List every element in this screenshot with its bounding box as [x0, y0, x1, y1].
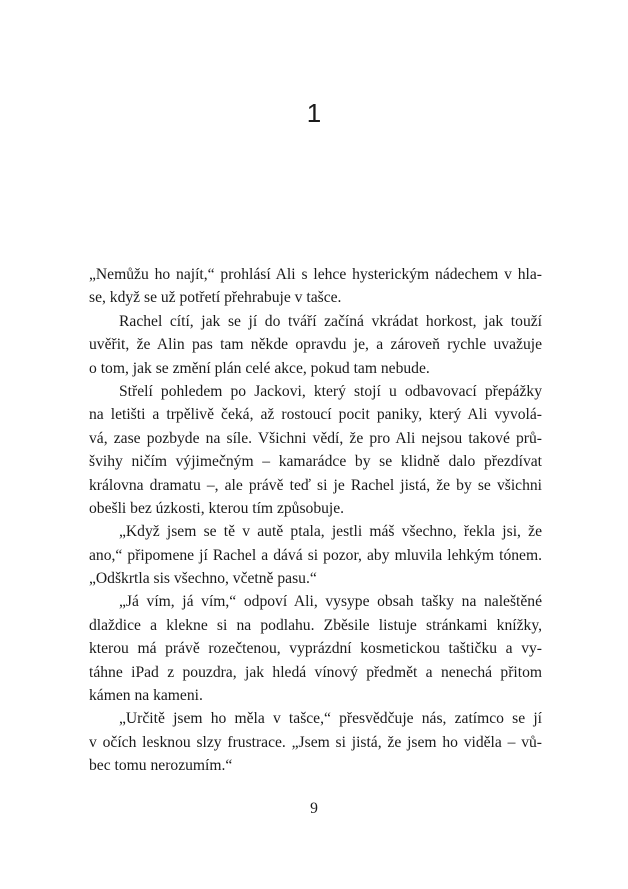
text-line: táhne iPad z pouzdra, jak hledá vínový předmět a nenechá přitom	[89, 663, 542, 681]
text-line: „Nemůžu ho najít,“ prohlásí Ali s lehce hysterickým nádechem v hla-	[89, 266, 542, 283]
text-line: kámen na kameni.	[89, 687, 203, 705]
text-line: o tom, jak se změní plán celé akce, pokud tam nebude.	[89, 359, 430, 377]
text-line: se, když se už potřetí přehrabuje v tašce.	[89, 289, 342, 307]
text-line: Rachel cítí, jak se jí do tváří začíná vkrádat horkost, jak touží	[119, 312, 542, 330]
body-text	[89, 263, 542, 778]
text-line: Střelí pohledem po Jackovi, který stojí u odbavovací přepážky	[119, 382, 542, 400]
text-line: „Já vím, já vím,“ odpoví Ali, vysype obsah tašky na naleštěné	[119, 593, 542, 611]
text-line: vá, zase pozbyde na síle. Všichni vědí, že pro Ali nejsou takové prů-	[89, 429, 542, 447]
chapter-number: 1	[306, 98, 322, 128]
text-line: uvěřit, že Alin pas tam někde opravdu je, a zároveň rychle uvažuje	[89, 336, 542, 354]
text-line: „Odškrtla sis všechno, včetně pasu.“	[89, 570, 317, 588]
text-line: ano,“ připomene jí Rachel a dává si pozor, aby mluvila lehkým tónem.	[89, 546, 542, 564]
text-line: královna dramatu –, ale právě teď si je Rachel jistá, že by se všichni	[89, 476, 542, 494]
text-line: na letišti a trpělivě čeká, až rostoucí pocit paniky, který Ali vyvolá-	[89, 406, 542, 424]
text-line: dlaždice a klekne si na podlahu. Zběsile listuje stránkami knížky,	[89, 616, 542, 634]
text-line: švihy ničím výjimečným – kamarádce by se klidně dalo přezdívat	[89, 453, 542, 471]
text-line: kterou má právě rozečtenou, vyprázdní kosmetickou taštičku a vy-	[89, 640, 542, 658]
text-line: „Určitě jsem ho měla v tašce,“ přesvědčuje nás, zatímco se jí	[119, 710, 542, 728]
text-line: „Když jsem se tě v autě ptala, jestli máš všechno, řekla jsi, že	[119, 523, 542, 541]
page-number: 9	[310, 800, 318, 817]
text-line: obešli bez úzkosti, kterou tím způsobuje.	[89, 499, 345, 517]
text-line: bec tomu nerozumím.“	[89, 757, 233, 775]
text-line: v očích lesknou slzy frustrace. „Jsem si jistá, že jsem ho viděla – vů-	[89, 733, 542, 751]
